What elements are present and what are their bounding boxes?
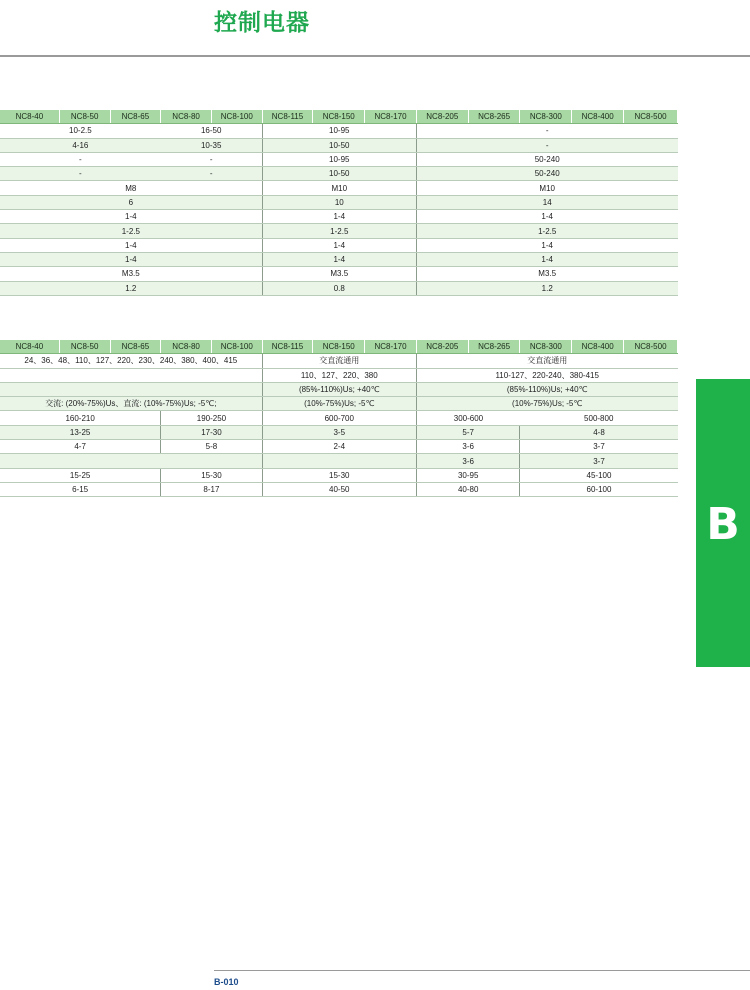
column-header: NC8-400 xyxy=(572,110,624,124)
table-cell: 1-4 xyxy=(0,238,262,252)
table-cell: 10-50 xyxy=(262,167,416,181)
table-row xyxy=(0,368,678,382)
table-cell: 17-30 xyxy=(161,425,262,439)
table-cell: 1-2.5 xyxy=(262,224,416,238)
table-cell: 15-25 xyxy=(0,468,161,482)
table-cell: 15-30 xyxy=(161,468,262,482)
table-cell: (85%-110%)Us; +40℃ xyxy=(416,382,677,396)
table-cell: 1-2.5 xyxy=(0,224,262,238)
column-header: NC8-205 xyxy=(416,110,468,124)
table-cell: 3-6 xyxy=(416,440,520,454)
bottom-divider xyxy=(214,970,750,971)
table-row xyxy=(0,238,678,252)
table-cell: 4-16 xyxy=(0,138,161,152)
column-header: NC8-170 xyxy=(365,340,417,354)
table-cell: - xyxy=(161,167,262,181)
table-cell xyxy=(262,454,416,468)
table-cell: 1-4 xyxy=(416,238,677,252)
table-cell: 1-4 xyxy=(262,252,416,266)
table-cell: M3.5 xyxy=(0,267,262,281)
table-cell: 300-600 xyxy=(416,411,520,425)
table-cell: 160-210 xyxy=(0,411,161,425)
table-row xyxy=(0,152,678,166)
column-header: NC8-150 xyxy=(313,340,365,354)
table-cell xyxy=(0,454,262,468)
table-row xyxy=(0,167,678,181)
table-row xyxy=(0,210,678,224)
column-header: NC8-80 xyxy=(161,340,212,354)
table-cell: 交直流通用 xyxy=(416,354,677,368)
table-cell: 15-30 xyxy=(262,468,416,482)
column-header: NC8-40 xyxy=(0,340,59,354)
table-cell: 4-8 xyxy=(520,425,678,439)
column-header: NC8-500 xyxy=(624,110,678,124)
column-header: NC8-115 xyxy=(262,110,313,124)
table-row xyxy=(0,195,678,209)
table-cell: 13-25 xyxy=(0,425,161,439)
table-cell: 3-7 xyxy=(520,454,678,468)
table-cell: 110、127、220、380 xyxy=(262,368,416,382)
table-cell: 4-7 xyxy=(0,440,161,454)
table-row xyxy=(0,252,678,266)
table-cell: 600-700 xyxy=(262,411,416,425)
page-number: B-010 xyxy=(214,977,239,987)
table-cell: M3.5 xyxy=(262,267,416,281)
table-cell: - xyxy=(416,138,677,152)
page-title: 控制电器 xyxy=(214,10,310,36)
table-cell: 1-4 xyxy=(0,210,262,224)
table-row xyxy=(0,440,678,454)
column-header: NC8-150 xyxy=(313,110,365,124)
column-header: NC8-100 xyxy=(211,340,262,354)
table-row xyxy=(0,281,678,295)
table-cell: 6-15 xyxy=(0,482,161,496)
table-row xyxy=(0,411,678,425)
table-cell: 交流: (20%-75%)Us、直流: (10%-75%)Us; -5℃; xyxy=(0,397,262,411)
table-cell: 10-50 xyxy=(262,138,416,152)
table-cell: 3-7 xyxy=(520,440,678,454)
table-row xyxy=(0,224,678,238)
table-cell: 1-2.5 xyxy=(416,224,677,238)
table-cell xyxy=(0,368,262,382)
table-cell: 交直流通用 xyxy=(262,354,416,368)
table-cell: 45-100 xyxy=(520,468,678,482)
spec-table-1 xyxy=(0,110,678,296)
table-cell: - xyxy=(161,152,262,166)
table-header-row xyxy=(0,340,678,354)
table-row xyxy=(0,382,678,396)
table-cell: 5-7 xyxy=(416,425,520,439)
table-cell: 1-4 xyxy=(416,210,677,224)
table-row xyxy=(0,482,678,496)
table-cell: 30-95 xyxy=(416,468,520,482)
column-header: NC8-50 xyxy=(59,110,110,124)
table-row xyxy=(0,267,678,281)
table-cell: 24、36、48、110、127、220、230、240、380、400、415 xyxy=(0,354,262,368)
section-letter: B xyxy=(706,499,740,550)
table-cell: 1-4 xyxy=(262,238,416,252)
table-cell: 1-4 xyxy=(0,252,262,266)
table-cell: M3.5 xyxy=(416,267,677,281)
table-cell: 3-6 xyxy=(416,454,520,468)
table-cell: M8 xyxy=(0,181,262,195)
table-cell: 40-80 xyxy=(416,482,520,496)
table-row xyxy=(0,354,678,368)
column-header: NC8-265 xyxy=(468,110,520,124)
column-header: NC8-50 xyxy=(59,340,110,354)
column-header: NC8-80 xyxy=(161,110,212,124)
table-cell: - xyxy=(416,124,677,138)
column-header: NC8-65 xyxy=(110,340,161,354)
table-cell: 60-100 xyxy=(520,482,678,496)
column-header: NC8-65 xyxy=(110,110,161,124)
table-cell: - xyxy=(0,167,161,181)
table-cell: 1.2 xyxy=(0,281,262,295)
table-cell: 1-4 xyxy=(262,210,416,224)
table-header-row xyxy=(0,110,678,124)
table-cell xyxy=(0,382,262,396)
table-cell: 10-95 xyxy=(262,124,416,138)
spec-table-2 xyxy=(0,340,678,497)
table-cell: (10%-75%)Us; -5℃ xyxy=(262,397,416,411)
column-header: NC8-300 xyxy=(520,340,572,354)
table-cell: 10-2.5 xyxy=(0,124,161,138)
table-cell: 50-240 xyxy=(416,167,677,181)
table-cell: 10 xyxy=(262,195,416,209)
table-cell: 500-800 xyxy=(520,411,678,425)
table-cell: 2-4 xyxy=(262,440,416,454)
table-cell: 5-8 xyxy=(161,440,262,454)
table-cell: M10 xyxy=(416,181,677,195)
table-cell: 16-50 xyxy=(161,124,262,138)
column-header: NC8-115 xyxy=(262,340,313,354)
table-cell: 10-95 xyxy=(262,152,416,166)
table-cell: 1-4 xyxy=(416,252,677,266)
table-row xyxy=(0,138,678,152)
column-header: NC8-40 xyxy=(0,110,59,124)
table-cell: 50-240 xyxy=(416,152,677,166)
table-cell: (85%-110%)Us; +40℃ xyxy=(262,382,416,396)
table-row xyxy=(0,425,678,439)
table-cell: (10%-75%)Us; -5℃ xyxy=(416,397,677,411)
table-cell: 14 xyxy=(416,195,677,209)
table-cell: 3-5 xyxy=(262,425,416,439)
column-header: NC8-265 xyxy=(468,340,520,354)
table-cell: 110-127、220-240、380-415 xyxy=(416,368,677,382)
table-row xyxy=(0,397,678,411)
top-divider xyxy=(0,55,750,57)
table-cell: - xyxy=(0,152,161,166)
table-cell: 1.2 xyxy=(416,281,677,295)
table-cell: 40-50 xyxy=(262,482,416,496)
column-header: NC8-500 xyxy=(624,340,678,354)
table-cell: 10-35 xyxy=(161,138,262,152)
column-header: NC8-400 xyxy=(572,340,624,354)
column-header: NC8-205 xyxy=(416,340,468,354)
section-side-tab xyxy=(696,379,750,667)
table-cell: 6 xyxy=(0,195,262,209)
table-cell: 190-250 xyxy=(161,411,262,425)
column-header: NC8-170 xyxy=(365,110,417,124)
table-cell: 0.8 xyxy=(262,281,416,295)
column-header: NC8-100 xyxy=(211,110,262,124)
table-cell: 8-17 xyxy=(161,482,262,496)
table-row xyxy=(0,468,678,482)
table-cell: M10 xyxy=(262,181,416,195)
table-row xyxy=(0,454,678,468)
table-row xyxy=(0,124,678,138)
table-row xyxy=(0,181,678,195)
column-header: NC8-300 xyxy=(520,110,572,124)
